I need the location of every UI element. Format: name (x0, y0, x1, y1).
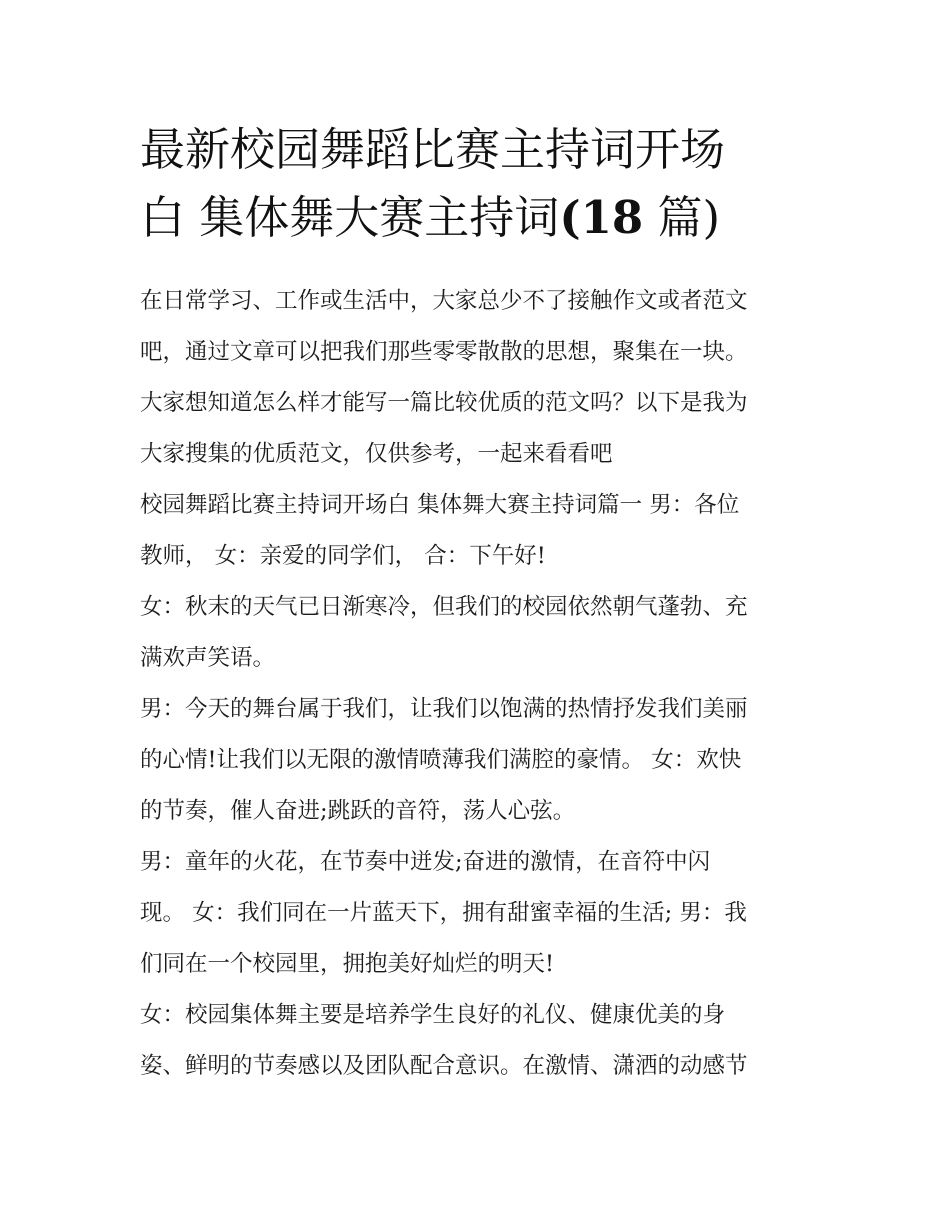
body-line: 的心情!让我们以无限的激情喷薄我们满腔的豪情。 女：欢快 (140, 747, 742, 773)
body-line: 校园舞蹈比赛主持词开场白 集体舞大赛主持词篇一 男：各位 (140, 492, 740, 518)
body-line: 男：童年的火花，在节奏中迸发;奋进的激情，在音符中闪 (140, 849, 711, 875)
document-title (140, 116, 820, 252)
title-line-2 (140, 184, 820, 252)
body-line: 男：今天的舞台属于我们，让我们以饱满的热情抒发我们美丽 (140, 696, 748, 722)
body-line: 女：秋末的天气已日渐寒冷，但我们的校园依然朝气蓬勃、充 (140, 594, 748, 620)
body-line: 的节奏，催人奋进;跳跃的音符，荡人心弦。 (140, 798, 576, 824)
body-line: 姿、鲜明的节奏感以及团队配合意识。在激情、潇洒的动感节 (140, 1053, 748, 1079)
title-line-2-tail: 篇) (643, 191, 721, 244)
title-line-2-text: 白 集体舞大赛主持词 (140, 191, 560, 244)
body-line: 女：校园集体舞主要是培养学生良好的礼仪、健康优美的身 (140, 1002, 726, 1028)
title-line-2-bold: (18 (559, 191, 644, 244)
body-line: 大家想知道怎么样才能写一篇比较优质的范文吗？以下是我为 (140, 390, 748, 416)
body-line: 在日常学习、工作或生活中，大家总少不了接触作文或者范文 (140, 288, 748, 314)
body-line: 教师， 女：亲爱的同学们， 合：下午好! (140, 543, 546, 569)
body-line: 大家搜集的优质范文，仅供参考，一起来看看吧 (140, 441, 613, 467)
body-line: 们同在一个校园里，拥抱美好灿烂的明天! (140, 951, 555, 977)
title-line-1-text: 最新校园舞蹈比赛主持词开场 (140, 123, 726, 176)
body-line: 满欢声笑语。 (140, 645, 276, 671)
body-line: 现。 女：我们同在一片蓝天下，拥有甜蜜幸福的生活; 男：我 (140, 900, 747, 926)
body-line: 吧，通过文章可以把我们那些零零散散的思想，聚集在一块。 (140, 339, 748, 365)
title-line-1 (140, 116, 820, 184)
document-body (140, 276, 820, 1092)
